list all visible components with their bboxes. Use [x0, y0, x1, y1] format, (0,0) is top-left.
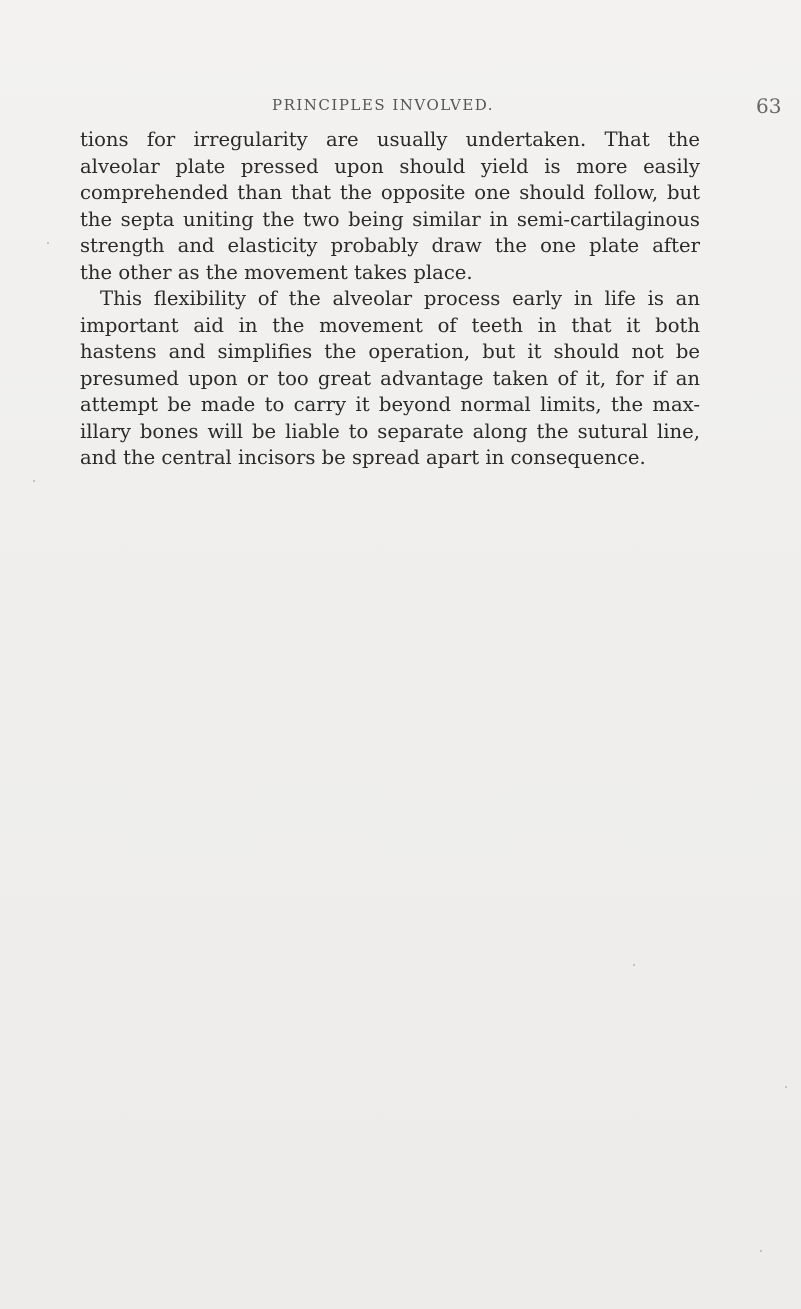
text-line: hastens and simplifies the operation, but it should not be — [80, 340, 700, 363]
text-line: This flexibility of the alveolar process early in life is an — [100, 287, 700, 310]
text-line: tions for irregularity are usually undertaken. That the — [80, 128, 700, 151]
paper-speck — [47, 242, 49, 244]
text-line: presumed upon or too great advantage taken of it, for if an — [80, 366, 700, 390]
text-line: illary bones will be liable to separate along the sutural line, — [80, 419, 700, 443]
paper-speck — [33, 480, 35, 482]
text-line: strength and elasticity probably draw the one plate after — [80, 234, 700, 257]
text-line: and the central incisors be spread apart in consequence. — [80, 446, 646, 469]
text-line: alveolar plate pressed upon should yield is more easily — [80, 154, 700, 178]
paper-speck — [760, 1250, 762, 1252]
text-line: comprehended than that the opposite one should follow, but — [80, 181, 700, 204]
text-line: the septa uniting the two being similar in semi-cartilaginous — [80, 207, 700, 231]
text-line: the other as the movement takes place. — [80, 260, 473, 284]
paper-speck — [785, 1086, 787, 1088]
paper-speck — [633, 964, 635, 966]
page-number: 63 — [756, 94, 782, 118]
text-line: important aid in the movement of teeth in that it both — [80, 313, 700, 337]
body-text — [80, 127, 700, 472]
text-line: attempt be made to carry it beyond normal limits, the max- — [80, 393, 700, 416]
running-head-title: PRINCIPLES INVOLVED. — [272, 96, 495, 114]
running-head — [0, 96, 801, 126]
